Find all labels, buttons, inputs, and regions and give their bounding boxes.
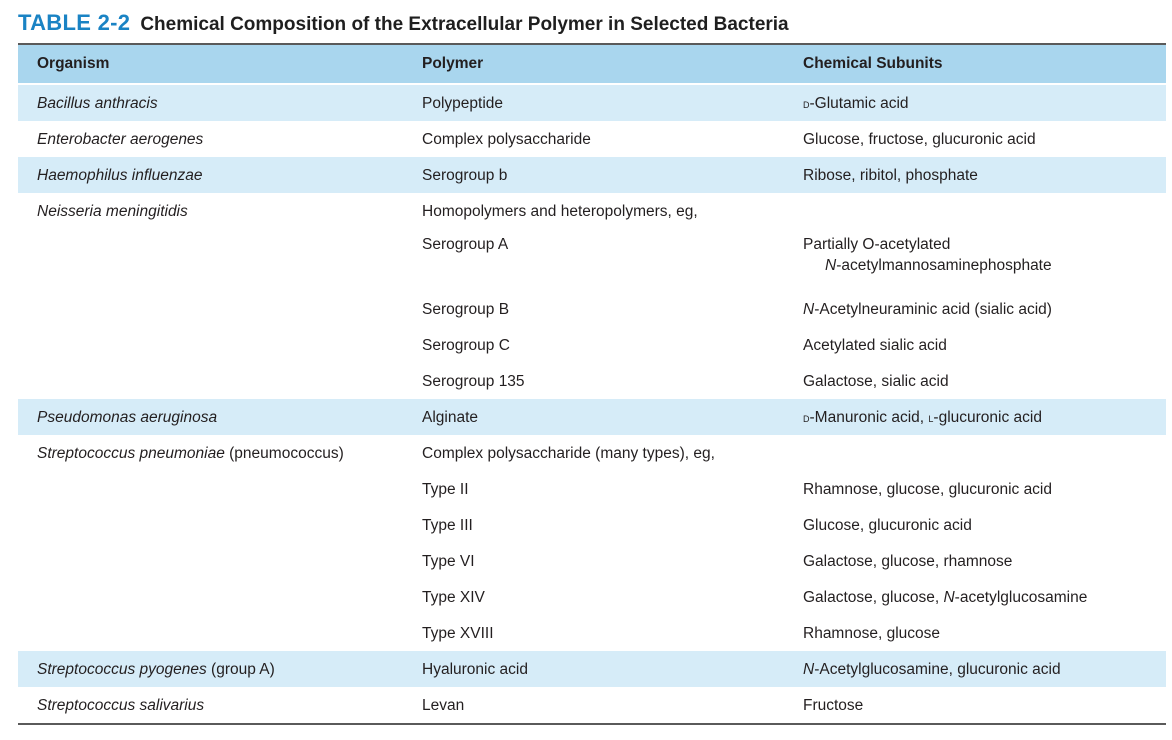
stereo-prefix: l <box>928 409 934 425</box>
subunits-cell: Fructose <box>803 696 864 714</box>
organism-cell-empty <box>18 615 403 651</box>
polymer-cell: Type III <box>422 516 473 534</box>
polymer-cell: Type VI <box>422 552 475 570</box>
polymer-cell: Type XIV <box>422 588 485 606</box>
organism-cell-empty <box>18 291 403 327</box>
table-row <box>18 507 1166 543</box>
organism-cell-empty <box>18 363 403 399</box>
table-body <box>18 84 1166 724</box>
subunits-cell <box>784 229 1166 291</box>
composition-table-container <box>18 43 1166 725</box>
organism-cell-empty <box>18 543 403 579</box>
organism-cell: Haemophilus influenzae <box>37 166 203 184</box>
polymer-cell: Type II <box>422 480 469 498</box>
subunits-cell <box>784 291 1166 327</box>
subunits-cell: Rhamnose, glucose <box>803 624 940 642</box>
polymer-cell: Serogroup b <box>422 166 508 184</box>
table-row <box>18 84 1166 121</box>
organism-cell: Enterobacter aerogenes <box>37 130 204 148</box>
subunits-text: -Manuronic acid, <box>809 408 929 426</box>
table-row <box>18 543 1166 579</box>
organism-cell-empty <box>18 229 403 291</box>
table-row <box>18 687 1166 724</box>
subunits-italic: N <box>943 588 955 606</box>
header-polymer: Polymer <box>422 55 484 72</box>
table-header <box>18 44 1166 84</box>
table-row <box>18 157 1166 193</box>
organism-note: (group A) <box>206 660 275 678</box>
organism-cell-empty <box>18 507 403 543</box>
organism-cell: Streptococcus salivarius <box>37 696 205 714</box>
organism-cell <box>18 435 403 471</box>
subunits-cell <box>784 84 1166 121</box>
organism-cell-empty <box>18 327 403 363</box>
table-row <box>18 615 1166 651</box>
polymer-cell: Serogroup 135 <box>422 372 525 390</box>
stereo-prefix: d <box>803 95 810 111</box>
table-row <box>18 363 1166 399</box>
table-number: TABLE 2-2 <box>18 10 131 35</box>
table-row <box>18 229 1166 291</box>
table-row <box>18 579 1166 615</box>
subunits-line-2: N-acetylmannosaminephosphate <box>825 257 1052 274</box>
header-subunits: Chemical Subunits <box>803 55 943 72</box>
subunits-cell: Acetylated sialic acid <box>803 336 947 354</box>
subunits-text: -Acetylglucosamine, glucuronic acid <box>814 660 1061 678</box>
subunits-line-1: Partially O-acetylated <box>803 236 951 253</box>
organism-cell: Pseudomonas aeruginosa <box>37 408 218 426</box>
polymer-cell: Type XVIII <box>422 624 494 642</box>
table-row <box>18 121 1166 157</box>
header-row <box>18 44 1166 84</box>
polymer-cell: Alginate <box>422 408 479 426</box>
subunits-cell: Rhamnose, glucose, glucuronic acid <box>803 480 1052 498</box>
organism-cell <box>18 651 403 687</box>
polymer-cell: Homopolymers and heteropolymers, eg, <box>422 202 698 220</box>
subunits-text: -glucuronic acid <box>933 408 1042 426</box>
polymer-cell: Serogroup A <box>422 236 509 253</box>
table-caption: Chemical Composition of the Extracellular Polymer in Selected Bacteria <box>140 14 789 35</box>
subunits-cell <box>784 579 1166 615</box>
subunits-cell: Glucose, glucuronic acid <box>803 516 972 534</box>
subunits-cell: Ribose, ribitol, phosphate <box>803 166 978 184</box>
table-row <box>18 291 1166 327</box>
organism-cell: Bacillus anthracis <box>37 94 158 112</box>
polymer-cell: Complex polysaccharide (many types), eg, <box>422 444 715 462</box>
table-row <box>18 327 1166 363</box>
subunits-cell <box>784 399 1166 435</box>
polymer-cell: Complex polysaccharide <box>422 130 591 148</box>
table-row <box>18 471 1166 507</box>
polymer-cell: Hyaluronic acid <box>422 660 528 678</box>
polymer-cell: Serogroup B <box>422 300 510 318</box>
table-row <box>18 399 1166 435</box>
organism-cell: Neisseria meningitidis <box>37 202 188 220</box>
polymer-cell: Levan <box>422 696 465 714</box>
organism-cell-empty <box>18 579 403 615</box>
composition-table <box>18 43 1166 725</box>
table-title <box>18 8 789 38</box>
subunits-italic: N <box>803 300 815 318</box>
subunits-text: -acetylglucosamine <box>954 588 1088 606</box>
table-row <box>18 193 1166 229</box>
table-row <box>18 651 1166 687</box>
organism-name: Streptococcus pyogenes <box>37 660 207 678</box>
subunits-cell: Galactose, sialic acid <box>803 372 949 390</box>
subunits-text: Galactose, glucose, <box>803 588 944 606</box>
organism-cell-empty <box>18 471 403 507</box>
header-organism: Organism <box>37 55 110 72</box>
organism-name: Streptococcus pneumoniae <box>37 444 225 462</box>
table-row <box>18 435 1166 471</box>
stereo-prefix: d <box>803 409 810 425</box>
organism-note: (pneumococcus) <box>224 444 344 462</box>
polymer-cell: Polypeptide <box>422 94 504 112</box>
subunits-text: -Acetylneuraminic acid (sialic acid) <box>814 300 1052 318</box>
subunits-cell <box>784 193 1166 229</box>
subunits-cell: Galactose, glucose, rhamnose <box>803 552 1013 570</box>
polymer-cell: Serogroup C <box>422 336 510 354</box>
subunits-italic: N <box>803 660 815 678</box>
subunits-text: -Glutamic acid <box>809 94 909 112</box>
subunits-cell <box>784 651 1166 687</box>
subunits-italic: N <box>825 257 837 274</box>
subunits-cell <box>784 435 1166 471</box>
subunits-cell: Glucose, fructose, glucuronic acid <box>803 130 1036 148</box>
